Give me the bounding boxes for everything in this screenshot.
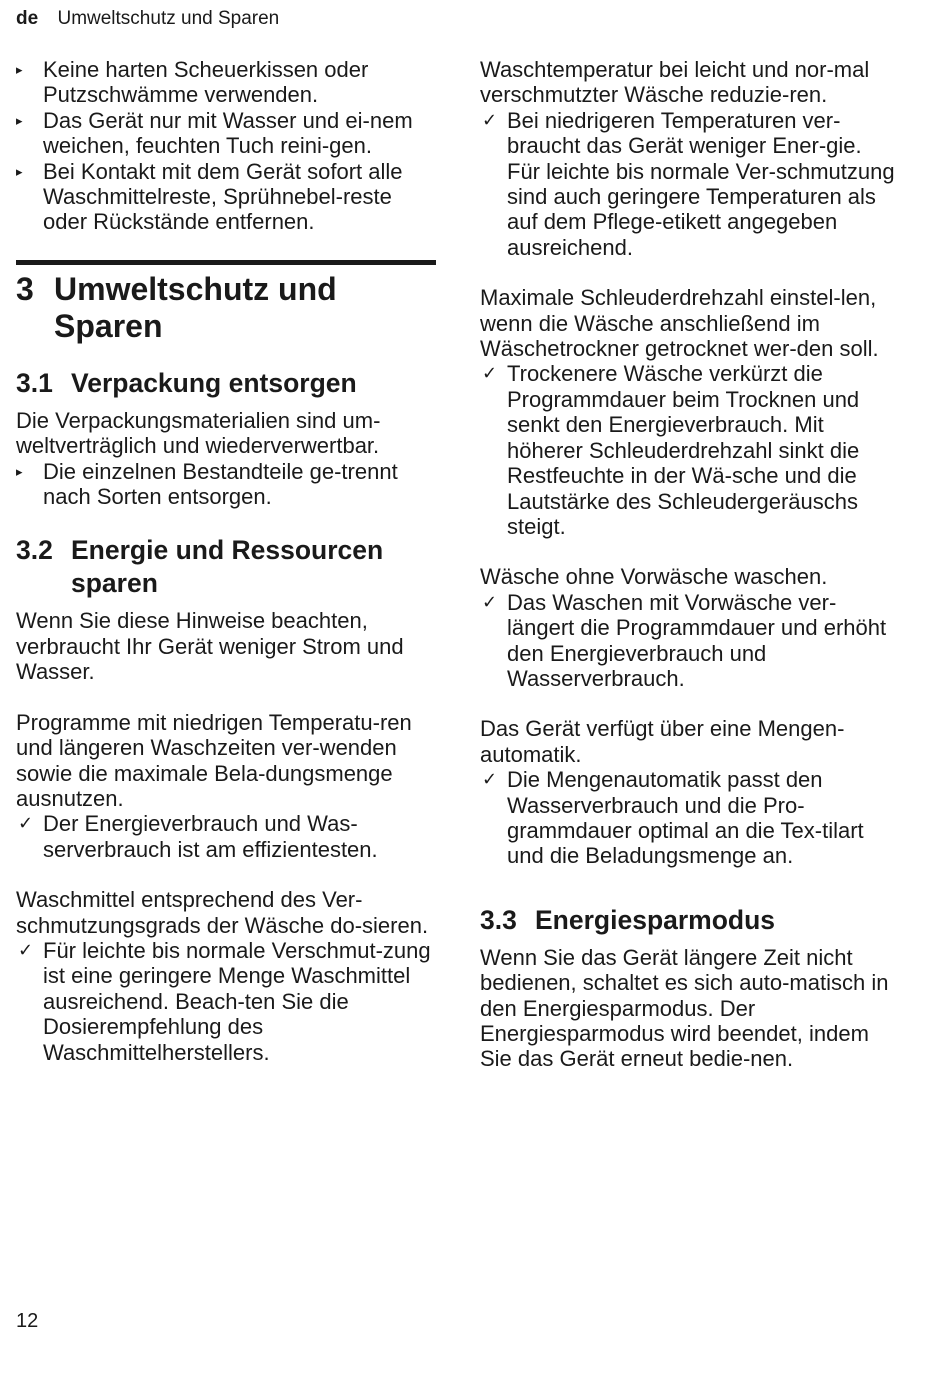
checkmark-icon: ✓ (482, 109, 498, 130)
checkmark-icon: ✓ (482, 363, 498, 384)
checkmark-icon: ✓ (18, 939, 34, 960)
left-column (16, 57, 436, 1090)
section-title: Energiesparmodus (535, 904, 776, 935)
paragraph: Waschmittel entsprechend des Ver-schmutzungsgrads der Wäsche do-sieren. (16, 887, 429, 938)
list-item: ▸ Die einzelnen Bestandteile ge-trennt nach Sorten entsorgen. (16, 458, 398, 510)
checkmark-icon: ✓ (18, 813, 34, 834)
section-heading-3-1 (16, 367, 436, 400)
paragraph: Das Gerät verfügt über eine Mengen-automatik. (480, 716, 845, 767)
chapter-number: 3 (16, 270, 34, 307)
section-number: 3.2 (16, 535, 53, 566)
bullet-triangle-icon: ▸ (16, 463, 23, 479)
page-header (16, 8, 279, 30)
bullet-triangle-icon: ▸ (16, 163, 23, 179)
bullet-triangle-icon: ▸ (16, 62, 23, 77)
paragraph: Wenn Sie das Gerät längere Zeit nicht bedienen, schaltet es sich auto-matisch in den Energiesparmodus. Der Energiesparmodus wird beendet, indem Sie das Gerät erneut bedie-nen. (480, 944, 889, 1072)
section-title: Energie und Ressourcen sparen (71, 535, 384, 599)
list-item: ✓ Der Energieverbrauch und Was-serverbrauch ist am effizientesten. (18, 811, 378, 862)
paragraph: Waschtemperatur bei leicht und nor-mal verschmutzter Wäsche reduzie-ren. (480, 57, 870, 108)
list-item: ✓ Die Mengenautomatik passt den Wasserverbrauch und die Pro-grammdauer optimal an die Tex-tilart und die Beladungsmenge an. (482, 767, 864, 869)
intro-list (16, 57, 436, 235)
list-item: ✓ Trockenere Wäsche verkürzt die Programmdauer beim Trocknen und senkt den Energieverbrauch. Mit höherer Schleuderdrehzahl sinkt die Restfeuchte in der Wä-sche und die Lautstärke des Schleudergeräuschs steigt. (482, 361, 860, 539)
check-list (480, 361, 900, 539)
section-title: Verpackung entsorgen (71, 367, 357, 398)
paragraph: Die Verpackungsmaterialien sind um-weltverträglich und wiederverwertbar. (16, 407, 381, 459)
section-heading-3-3 (480, 904, 900, 937)
list-item: ✓ Für leichte bis normale Verschmut-zung ist eine geringere Menge Waschmittel ausreichend. Beach-ten Sie die Dosierempfehlung des Waschmittelherstellers. (18, 937, 431, 1065)
list-item: ▸ Bei Kontakt mit dem Gerät sofort alle Waschmittelreste, Sprühnebel-reste oder Rückstände entfernen. (16, 158, 403, 235)
chapter-title: Umweltschutz und Sparen (54, 270, 337, 344)
section-heading-3-2 (16, 534, 436, 600)
paragraph: Wenn Sie diese Hinweise beachten, verbraucht Ihr Gerät weniger Strom und Wasser. (16, 608, 404, 685)
check-list (16, 811, 436, 862)
checkmark-icon: ✓ (482, 591, 498, 612)
bullet-triangle-icon: ▸ (16, 112, 23, 128)
check-list (480, 767, 900, 869)
list-item: ✓ Das Waschen mit Vorwäsche ver-längert die Programmdauer und erhöht den Energieverbrauch und Wasserverbrauch. (482, 589, 887, 691)
check-list (480, 108, 900, 260)
list-item: ▸ Keine harten Scheuerkissen oder Putzschwämme verwenden. (16, 57, 369, 108)
bullet-list (16, 459, 436, 510)
check-list (16, 938, 436, 1065)
check-list (480, 590, 900, 692)
list-item: ▸ Das Gerät nur mit Wasser und ei-nem weichen, feuchten Tuch reini-gen. (16, 107, 413, 159)
chapter-heading (16, 260, 436, 345)
paragraph: Maximale Schleuderdrehzahl einstel-len, wenn die Wäsche anschließend im Wäschetrockner getrocknet wer-den soll. (480, 285, 879, 362)
checkmark-icon: ✓ (482, 769, 498, 790)
right-column (480, 57, 900, 1097)
list-item: ✓ Bei niedrigeren Temperaturen ver-braucht das Gerät weniger Ener-gie. Für leichte bis normale Ver-schmutzung sind auch geringere Temperaturen als auf dem Pflege-etikett angegeben ausreichend. (482, 107, 895, 260)
language-code: de (16, 8, 39, 29)
section-number: 3.1 (16, 367, 53, 398)
section-number: 3.3 (480, 904, 517, 935)
paragraph: Programme mit niedrigen Temperatu-ren und längeren Waschzeiten ver-wenden sowie die maximale Bela-dungsmenge ausnutzen. (16, 709, 412, 811)
header-title: Umweltschutz und Sparen (57, 8, 280, 29)
paragraph: Wäsche ohne Vorwäsche waschen. (480, 564, 828, 590)
page-number: 12 (16, 1310, 39, 1332)
